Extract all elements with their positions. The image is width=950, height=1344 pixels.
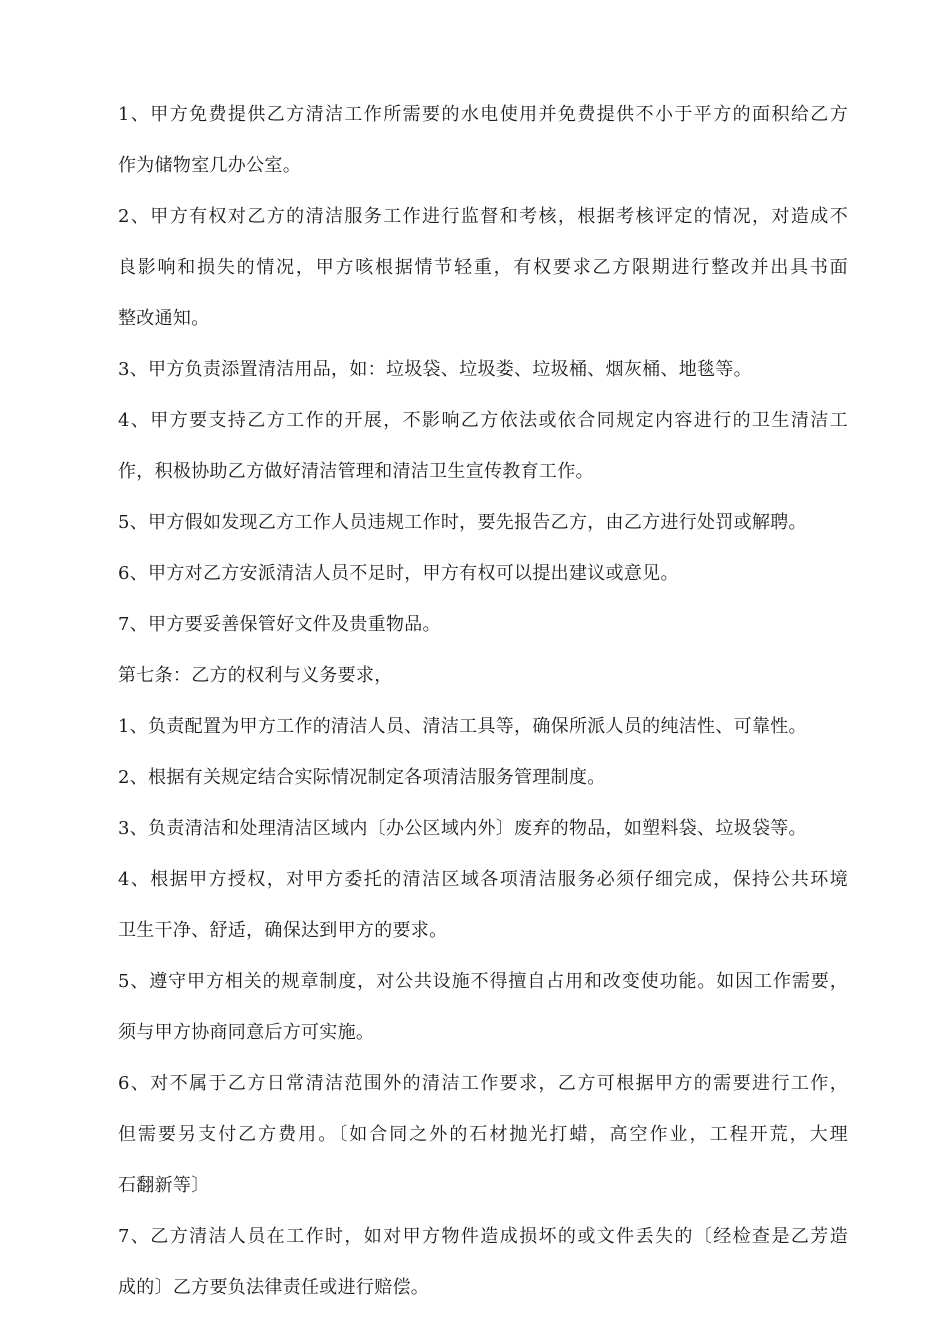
text-line: 2、根据有关规定结合实际情况制定各项清洁服务管理制度。 xyxy=(118,767,606,788)
text-line: 7、甲方要妥善保管好文件及贵重物品。 xyxy=(118,614,441,635)
text-line: 石翻新等〕 xyxy=(118,1175,210,1196)
text-line: 4、甲方要支持乙方工作的开展，不影响乙方依法或依合同规定内容进行的卫生清洁工 xyxy=(118,410,848,431)
text-line: 5、甲方假如发现乙方工作人员违规工作时，要先报告乙方，由乙方进行处罚或解聘。 xyxy=(118,512,807,533)
text-line: 5、遵守甲方相关的规章制度，对公共设施不得擅自占用和改变使功能。如因工作需要， xyxy=(118,971,848,992)
text-line: 须与甲方协商同意后方可实施。 xyxy=(118,1022,375,1043)
text-line: 良影响和损失的情况，甲方咳根据情节轻重，有权要求乙方限期进行整改并出具书面 xyxy=(118,257,848,278)
text-line: 1、甲方免费提供乙方清洁工作所需要的水电使用并免费提供不小于平方的面积给乙方 xyxy=(118,104,848,125)
text-line: 3、负责清洁和处理清洁区域内〔办公区域内外〕废弃的物品，如塑料袋、垃圾袋等。 xyxy=(118,818,807,839)
text-line: 3、甲方负责添置清洁用品，如：垃圾袋、垃圾娄、垃圾桶、烟灰桶、地毯等。 xyxy=(118,359,752,380)
text-line: 4、根据甲方授权，对甲方委托的清洁区域各项清洁服务必须仔细完成，保持公共环境 xyxy=(118,869,848,890)
text-line: 作，积极协助乙方做好清洁管理和清洁卫生宣传教育工作。 xyxy=(118,461,594,482)
text-line: 2、甲方有权对乙方的清洁服务工作进行监督和考核，根据考核评定的情况，对造成不 xyxy=(118,206,848,227)
text-line: 1、负责配置为甲方工作的清洁人员、清洁工具等，确保所派人员的纯洁性、可靠性。 xyxy=(118,716,807,737)
text-line: 6、甲方对乙方安派清洁人员不足时，甲方有权可以提出建议或意见。 xyxy=(118,563,679,584)
text-line: 整改通知。 xyxy=(118,308,210,329)
text-line: 6、对不属于乙方日常清洁范围外的清洁工作要求，乙方可根据甲方的需要进行工作， xyxy=(118,1073,848,1094)
text-line: 成的〕乙方要负法律责任或进行赔偿。 xyxy=(118,1277,430,1298)
text-line: 作为储物室几办公室。 xyxy=(118,155,301,176)
text-line: 卫生干净、舒适，确保达到甲方的要求。 xyxy=(118,920,448,941)
section-heading: 第七条：乙方的权利与义务要求， xyxy=(118,665,393,686)
text-line: 但需要另支付乙方费用。〔如合同之外的石材抛光打蜡，高空作业，工程开荒，大理 xyxy=(118,1124,848,1145)
text-line: 7、乙方清洁人员在工作时，如对甲方物件造成损坏的或文件丢失的〔经检查是乙芳造 xyxy=(118,1226,848,1247)
document-body xyxy=(118,98,848,1322)
